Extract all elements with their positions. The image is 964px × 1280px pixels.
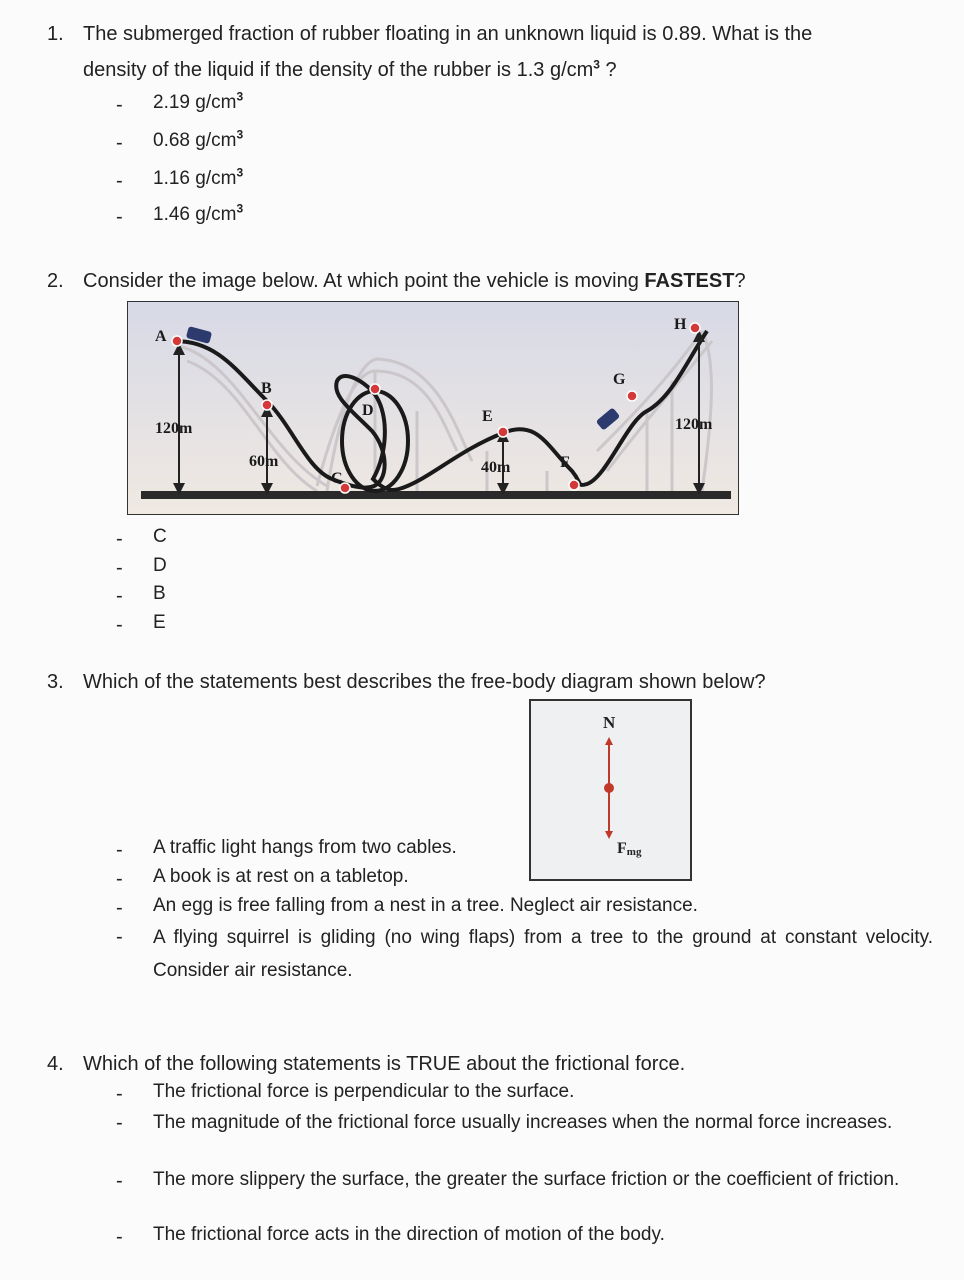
point-G — [627, 391, 637, 401]
q3-number: 3. — [47, 671, 64, 693]
label-C: C — [331, 470, 343, 487]
height-label-120m-right: 120m — [675, 416, 713, 433]
roller-coaster-figure — [127, 301, 739, 515]
q1-option-dash: - — [116, 132, 123, 154]
q2-text: Consider the image below. At which point the vehicle is moving FASTEST? — [83, 270, 746, 292]
label-F: F — [560, 454, 570, 471]
q2-option-dash: - — [116, 614, 123, 636]
q1-option-4[interactable]: 1.46 $g/cm^3$ — [153, 201, 244, 225]
point-D — [370, 384, 380, 394]
q4-text: Which of the following statements is TRUE about the frictional force. — [83, 1053, 686, 1075]
q3-text: Which of the statements best describes the free-body diagram shown below? — [83, 671, 766, 693]
q1-option-2[interactable]: 0.68 $g/cm^3$ — [153, 127, 244, 151]
q2-option-2[interactable]: D — [153, 555, 167, 576]
q1-number: 1. — [47, 23, 64, 45]
q4-option-dash: - — [116, 1170, 123, 1192]
q3-option-dash: - — [116, 926, 123, 948]
label-G: G — [613, 371, 626, 388]
q4-option-dash: - — [116, 1226, 123, 1248]
q4-option-3[interactable]: The more slippery the surface, the greater the surface friction or the coefficient of friction. — [153, 1169, 900, 1190]
label-H: H — [674, 316, 687, 333]
point-F — [569, 480, 579, 490]
q2-option-4[interactable]: E — [153, 612, 166, 633]
q1-text-line2: density of the liquid if the density of the rubber is 1.3 $g/cm^3$ ? — [83, 57, 617, 81]
q3-option-2[interactable]: A book is at rest on a tabletop. — [153, 866, 409, 887]
q1-option-dash: - — [116, 206, 123, 228]
ground — [141, 491, 731, 499]
q2-option-dash: - — [116, 557, 123, 579]
q1-option-dash: - — [116, 94, 123, 116]
point-E — [498, 427, 508, 437]
q1-option-3[interactable]: 1.16 $g/cm^3$ — [153, 165, 244, 189]
q3-option-3[interactable]: An egg is free falling from a nest in a tree. Neglect air resistance. — [153, 895, 698, 916]
point-B — [262, 400, 272, 410]
label-E: E — [482, 408, 493, 425]
q2-option-1[interactable]: C — [153, 526, 167, 547]
label-B: B — [261, 380, 272, 397]
q3-option-1[interactable]: A traffic light hangs from two cables. — [153, 837, 457, 858]
q1-text-line1: The submerged fraction of rubber floating in an unknown liquid is 0.89. What is the — [83, 23, 813, 45]
q4-option-dash: - — [116, 1112, 123, 1134]
height-label-40m: 40m — [481, 459, 511, 476]
point-A — [172, 336, 182, 346]
q3-option-dash: - — [116, 839, 123, 861]
q4-option-1[interactable]: The frictional force is perpendicular to the surface. — [153, 1081, 575, 1102]
q4-option-dash: - — [116, 1083, 123, 1105]
q4-option-4[interactable]: The frictional force acts in the direction of motion of the body. — [153, 1224, 665, 1245]
q2-option-dash: - — [116, 585, 123, 607]
label-A: A — [155, 328, 167, 345]
body-point — [604, 783, 614, 793]
q1-option-dash: - — [116, 170, 123, 192]
q4-option-2[interactable]: The magnitude of the frictional force usually increases when the normal force increases. — [153, 1112, 893, 1133]
q3-option-dash: - — [116, 868, 123, 890]
q2-option-dash: - — [116, 528, 123, 550]
height-label-120m-left: 120m — [155, 420, 193, 437]
height-label-60m: 60m — [249, 453, 279, 470]
point-H — [690, 323, 700, 333]
q3-option-4[interactable]: A flying squirrel is gliding (no wing flaps) from a tree to the ground at constant velocity. Consider air resistance. — [153, 927, 933, 981]
q2-number: 2. — [47, 270, 64, 292]
label-D: D — [362, 402, 374, 419]
label-Fmg: Fmg — [617, 840, 642, 858]
q3-option-dash: - — [116, 897, 123, 919]
q4-number: 4. — [47, 1053, 64, 1075]
q2-option-3[interactable]: B — [153, 583, 166, 604]
free-body-diagram — [529, 699, 692, 881]
label-N: N — [603, 713, 616, 732]
q1-option-1[interactable]: 2.19 $g/cm^3$ — [153, 89, 244, 113]
